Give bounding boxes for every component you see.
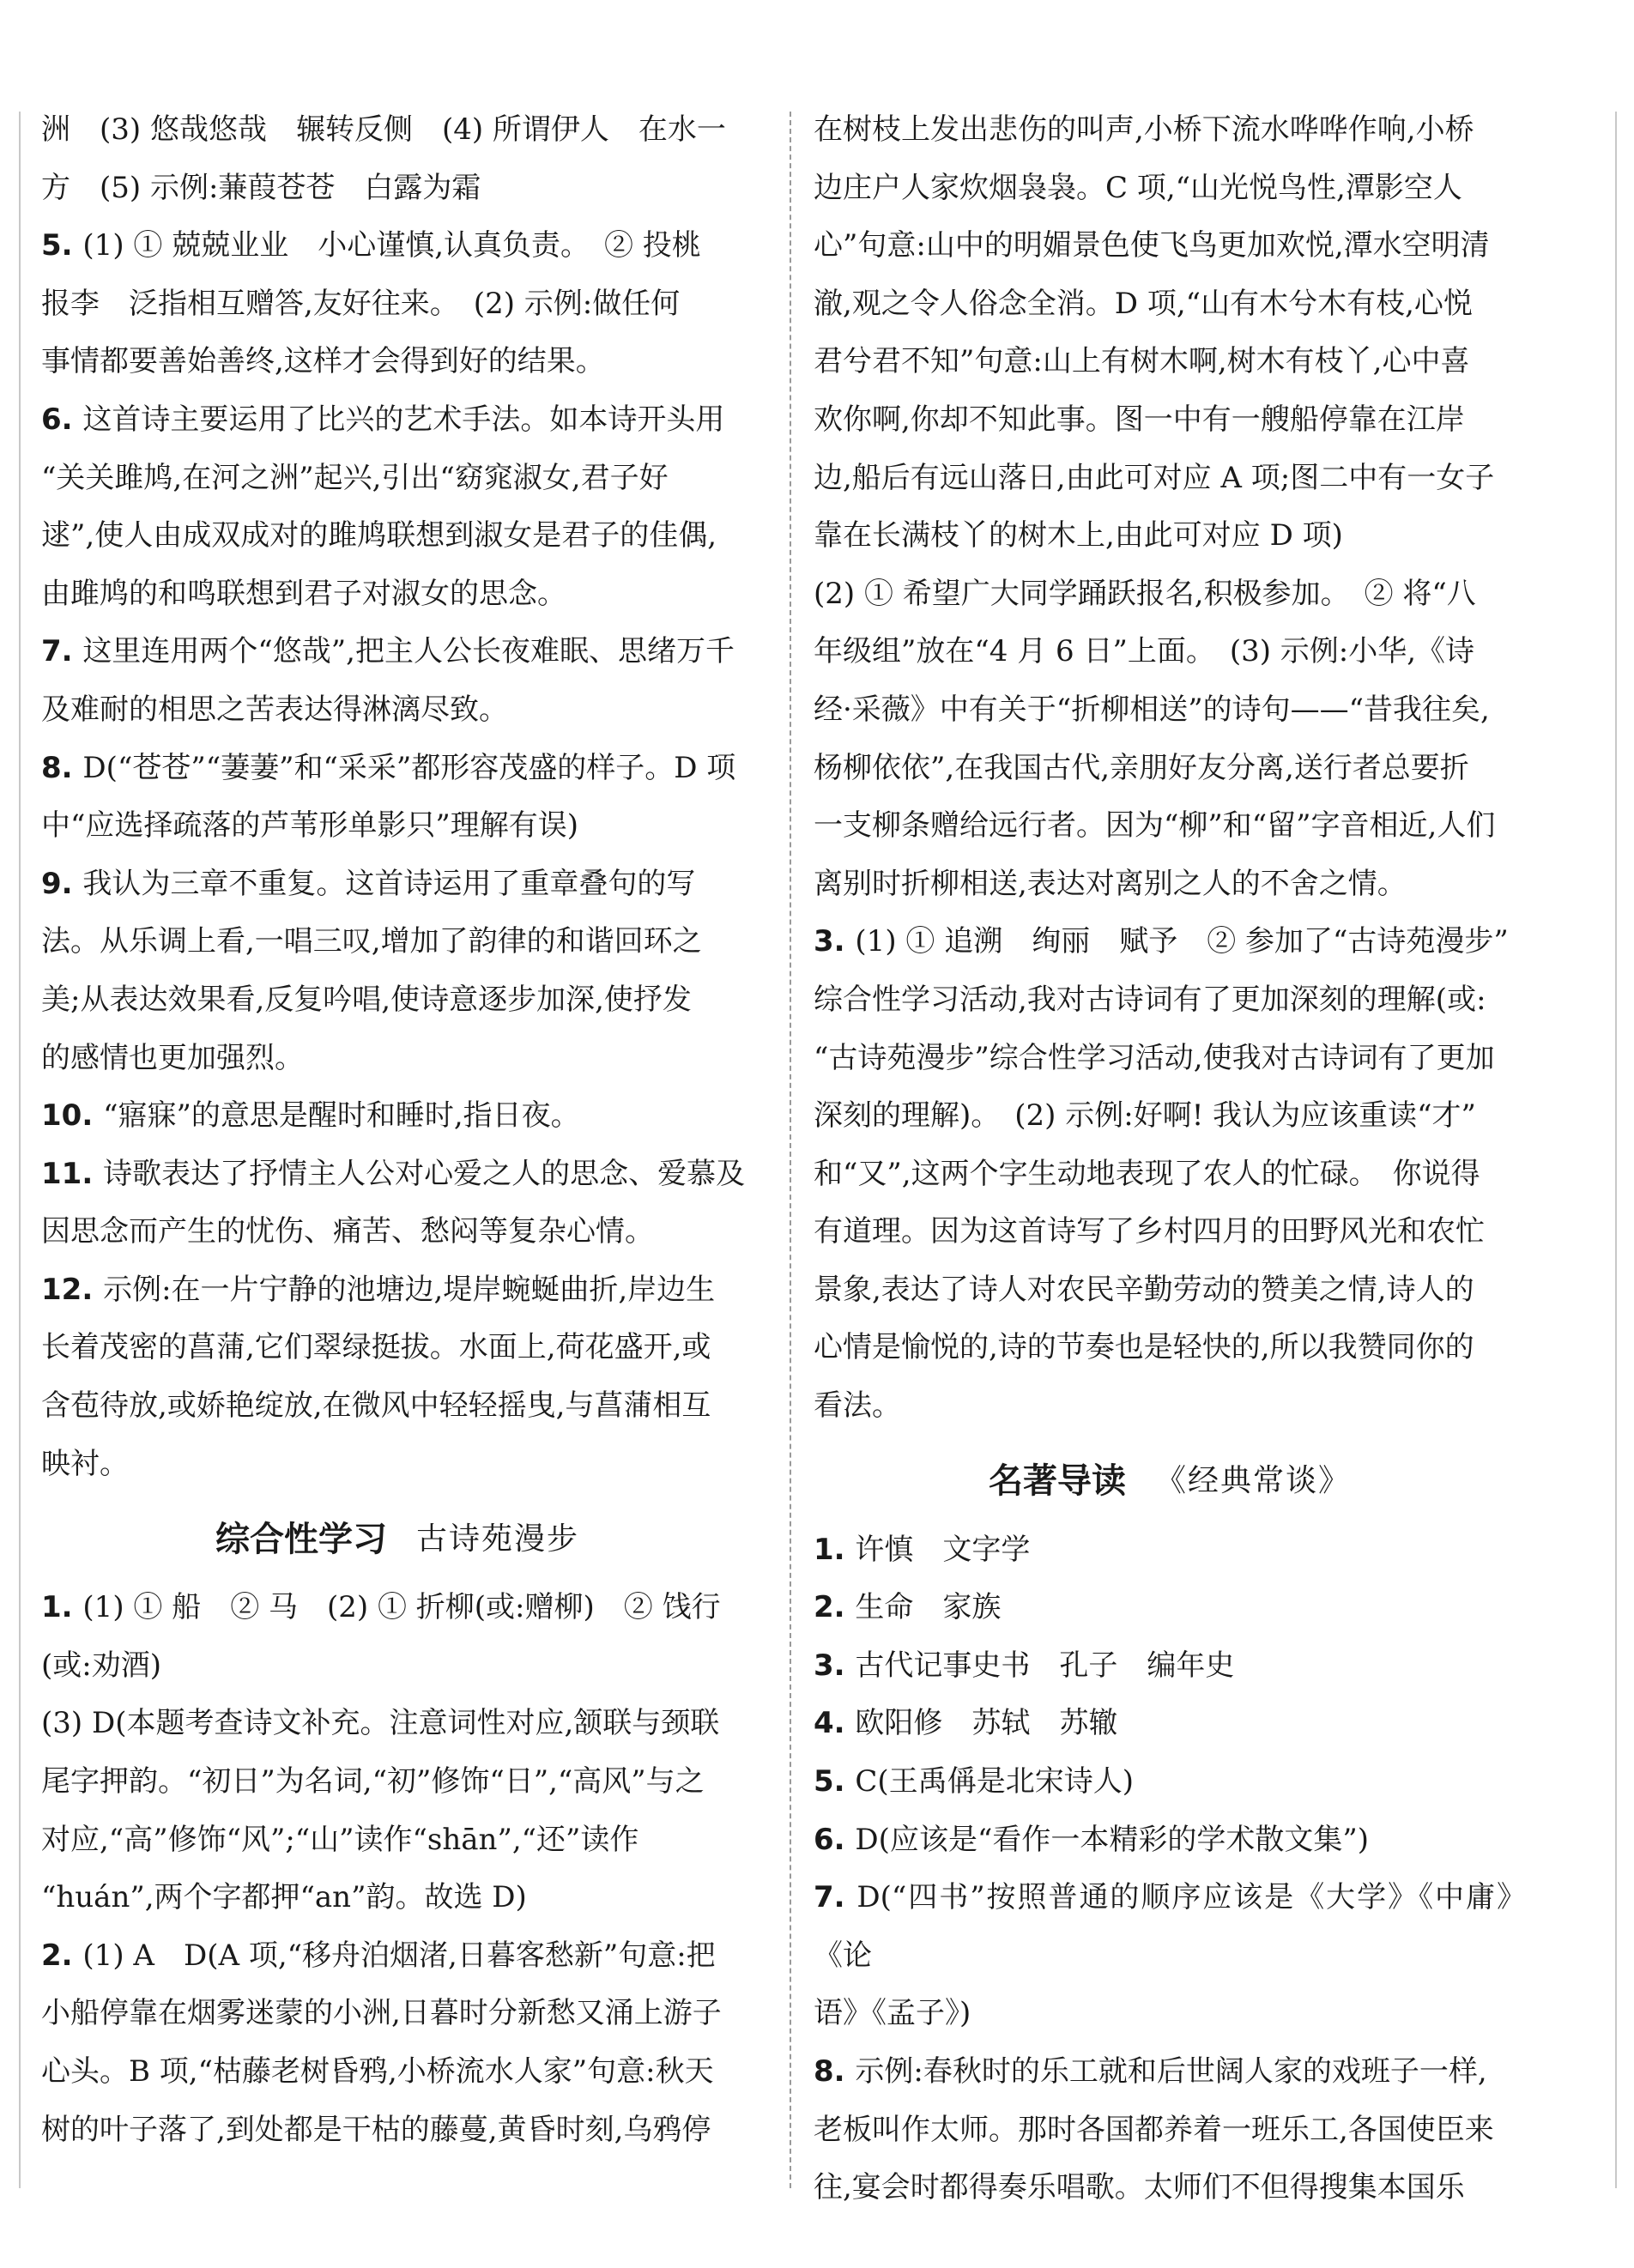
line-text: D(“苍苍”“萋萋”和“采采”都形容茂盛的样子。D 项 (82, 750, 736, 785)
item-number: 6. (41, 402, 83, 437)
text-line (41, 391, 753, 450)
line-text: 事情都要善始善终,这样才会得到好的结果。 (41, 344, 605, 379)
item-number: 7. (41, 634, 83, 669)
text-line (41, 1146, 753, 1204)
line-text: 小船停靠在烟雾迷蒙的小洲,日暮时分新愁又涌上游子 (41, 1996, 722, 2031)
right-continuation-text (814, 101, 1526, 913)
item-number: 6. (814, 1822, 856, 1857)
text-line (41, 101, 753, 160)
item-number: 5. (41, 228, 83, 263)
text-line (814, 2043, 1526, 2102)
text-line (41, 1087, 753, 1146)
text-line (814, 391, 1526, 450)
text-line (814, 1030, 1526, 1088)
column-divider (790, 112, 791, 2188)
line-text: 长着茂密的菖蒲,它们翠绿挺拔。水面上,荷花盛开,或 (41, 1330, 711, 1365)
item-number: 2. (814, 1590, 856, 1625)
section-heading-comprehensive-study (41, 1493, 753, 1579)
line-text: 示例:在一片宁静的池塘边,堤岸蜿蜒曲折,岸边生 (103, 1272, 716, 1307)
line-text: “huán”,两个字都押“an”韵。故选 D) (41, 1880, 527, 1915)
line-text: “关关雎鸠,在河之洲”起兴,引出“窈窕淑女,君子好 (41, 460, 669, 495)
text-line (814, 740, 1526, 798)
line-text: 美;从表达效果看,反复吟唱,使诗意逐步加深,使抒发 (41, 982, 692, 1017)
item-number: 8. (41, 750, 83, 785)
item-number: 3. (814, 1648, 856, 1683)
line-text: 深刻的理解)。 (2) 示例:好啊! 我认为应该重读“才” (814, 1098, 1476, 1134)
text-line (41, 2043, 753, 2102)
text-line (814, 565, 1526, 624)
text-line (814, 797, 1526, 856)
text-line (41, 1753, 753, 1811)
line-text: C(王禹偁是北宋诗人) (855, 1764, 1134, 1799)
text-line (41, 1985, 753, 2043)
left-answer-list (41, 217, 753, 1493)
line-text: 这里连用两个“悠哉”,把主人公长夜难眠、思绪万千 (82, 634, 735, 669)
text-line (814, 1087, 1526, 1146)
text-line (814, 1637, 1526, 1696)
text-line (41, 1377, 753, 1436)
line-text: 心情是愉悦的,诗的节奏也是轻快的,所以我赞同你的 (814, 1330, 1474, 1365)
line-text: 中“应选择疏落的芦苇形单影只”理解有误) (41, 808, 579, 844)
line-text: (3) D(本题考查诗文补充。注意词性对应,颔联与颈联 (41, 1706, 720, 1741)
text-line (814, 275, 1526, 334)
item-number: 7. (814, 1880, 857, 1915)
item-number: 5. (814, 1764, 856, 1799)
line-text: 边庄户人家炊烟袅袅。C 项,“山光悦鸟性,潭影空人 (814, 170, 1462, 205)
item-number: 2. (41, 1938, 83, 1973)
text-line (41, 1261, 753, 1320)
section-subtitle: 古诗苑漫步 (415, 1521, 579, 1557)
line-text: 示例:春秋时的乐工就和后世阔人家的戏班子一样, (855, 2054, 1487, 2089)
item-number: 4. (814, 1706, 856, 1741)
line-text: 综合性学习活动,我对古诗词有了更加深刻的理解(或: (814, 982, 1486, 1017)
text-line (41, 450, 753, 508)
line-text: 一支柳条赠给远行者。因为“柳”和“留”字音相近,人们 (814, 808, 1496, 844)
line-text: 有道理。因为这首诗写了乡村四月的田野风光和农忙 (814, 1214, 1485, 1249)
line-text: (1) ① 兢兢业业 小心谨慎,认真负责。 ② 投桃 (82, 228, 701, 263)
text-line (41, 797, 753, 856)
text-line (814, 1985, 1526, 2043)
line-text: 因思念而产生的忧伤、痛苦、愁闷等复杂心情。 (41, 1214, 654, 1249)
line-text: 对应,“高”修饰“风”;“山”读作“shān”,“还”读作 (41, 1822, 639, 1857)
line-text: 由雎鸠的和鸣联想到君子对淑女的思念。 (41, 576, 566, 611)
text-line (41, 971, 753, 1030)
text-line (814, 160, 1526, 218)
classics-reading-answers (814, 1521, 1526, 2217)
line-text: (或:劝酒) (41, 1648, 161, 1683)
section-title: 名著导读 (988, 1461, 1126, 1502)
text-line (41, 1927, 753, 1986)
line-text: (2) ① 希望广大同学踊跃报名,积极参加。 ② 将“八 (814, 576, 1476, 611)
line-text: 的感情也更加强烈。 (41, 1040, 304, 1075)
right-margin-line (1615, 112, 1617, 2188)
text-line (41, 1811, 753, 1870)
line-text: 我认为三章不重复。这首诗运用了重章叠句的写 (82, 866, 696, 901)
text-line (41, 913, 753, 971)
line-text: 法。从乐调上看,一唱三叹,增加了韵律的和谐回环之 (41, 924, 702, 959)
text-line (814, 913, 1526, 971)
text-line (814, 1319, 1526, 1377)
text-line (41, 740, 753, 798)
line-text: 心”句意:山中的明媚景色使飞鸟更加欢悦,潭水空明清 (814, 228, 1490, 263)
text-line (814, 101, 1526, 160)
line-text: 许慎 文字学 (855, 1532, 1031, 1567)
line-text: D(“四书”按照普通的顺序应该是《大学》《中庸》《论 (814, 1880, 1526, 1973)
item-number: 3. (814, 924, 856, 959)
line-text: D(应该是“看作一本精彩的学术散文集”) (855, 1822, 1369, 1857)
text-line (41, 856, 753, 914)
section-subtitle: 《经典常谈》 (1154, 1463, 1351, 1499)
line-text: 语》《孟子》) (814, 1996, 971, 2031)
left-column (41, 101, 753, 2159)
line-text: 君兮君不知”句意:山上有树木啊,树木有枝丫,心中喜 (814, 344, 1470, 379)
line-text: 洲 (3) 悠哉悠哉 辗转反侧 (4) 所谓伊人 在水一 (41, 112, 726, 147)
text-line (41, 1637, 753, 1696)
comprehensive-study-answers (41, 1579, 753, 2159)
left-continuation-text (41, 101, 753, 217)
text-line (814, 1869, 1526, 1985)
section-title: 综合性学习 (215, 1519, 387, 1559)
text-line (41, 1030, 753, 1088)
text-line (41, 160, 753, 218)
text-line (41, 1695, 753, 1753)
line-text: 边,船后有远山落日,由此可对应 A 项;图二中有一女子 (814, 460, 1495, 495)
line-text: 经·采薇》中有关于“折柳相送”的诗句——“昔我往矣, (814, 692, 1490, 727)
text-line (814, 1521, 1526, 1580)
line-text: 年级组”放在“4 月 6 日”上面。 (3) 示例:小华,《诗 (814, 634, 1475, 669)
line-text: 报李 泛指相互赠答,友好往来。 (2) 示例:做任何 (41, 286, 681, 321)
line-text: “古诗苑漫步”综合性学习活动,使我对古诗词有了更加 (814, 1040, 1495, 1075)
text-line (814, 507, 1526, 565)
text-line (814, 1753, 1526, 1811)
line-text: 在树枝上发出悲伤的叫声,小桥下流水哗哗作响,小桥 (814, 112, 1474, 147)
line-text: (1) ① 追溯 绚丽 赋予 ② 参加了“古诗苑漫步” (855, 924, 1509, 959)
line-text: 心头。B 项,“枯藤老树昏鸦,小桥流水人家”句意:秋天 (41, 2054, 714, 2089)
line-text: 景象,表达了诗人对农民辛勤劳动的赞美之情,诗人的 (814, 1272, 1474, 1307)
text-line (814, 2102, 1526, 2160)
text-line (41, 1436, 753, 1494)
line-text: 这首诗主要运用了比兴的艺术手法。如本诗开头用 (82, 402, 725, 437)
line-text: “寤寐”的意思是醒时和睡时,指日夜。 (103, 1098, 580, 1134)
line-text: 老板叫作太师。那时各国都养着一班乐工,各国使臣来 (814, 2112, 1494, 2147)
line-text: 逑”,使人由成双成对的雎鸠联想到淑女是君子的佳偶, (41, 518, 717, 553)
text-line (41, 333, 753, 391)
text-line (41, 1203, 753, 1261)
line-text: 诗歌表达了抒情主人公对心爱之人的思念、爱慕及 (103, 1156, 746, 1191)
line-text: 含苞待放,或娇艳绽放,在微风中轻轻摇曳,与菖蒲相互 (41, 1388, 711, 1424)
text-line (814, 681, 1526, 740)
text-line (814, 1377, 1526, 1436)
item-number: 10. (41, 1098, 104, 1134)
text-line (41, 623, 753, 681)
line-text: 靠在长满枝丫的树木上,由此可对应 D 项) (814, 518, 1343, 553)
line-text: 方 (5) 示例:蒹葭苍苍 白露为霜 (41, 170, 481, 205)
line-text: 生命 家族 (855, 1590, 1002, 1625)
text-line (814, 1203, 1526, 1261)
text-line (814, 1695, 1526, 1753)
text-line (41, 507, 753, 565)
line-text: 澈,观之令人俗念全消。D 项,“山有木兮木有枝,心悦 (814, 286, 1473, 321)
section-heading-classics-reading (814, 1436, 1526, 1521)
text-line (814, 1146, 1526, 1204)
line-text: 尾字押韵。“初日”为名词,“初”修饰“日”,“高风”与之 (41, 1764, 705, 1799)
item-number: 9. (41, 866, 83, 901)
item-number: 8. (814, 2054, 856, 2089)
text-line (814, 217, 1526, 275)
line-text: 离别时折柳相送,表达对离别之人的不舍之情。 (814, 866, 1407, 901)
text-line (814, 1579, 1526, 1637)
item-number: 12. (41, 1272, 104, 1307)
line-text: 映衬。 (41, 1446, 129, 1481)
text-line (41, 681, 753, 740)
text-line (41, 2102, 753, 2160)
text-line (814, 450, 1526, 508)
line-text: (1) ① 船 ② 马 (2) ① 折柳(或:赠柳) ② 饯行 (82, 1590, 721, 1625)
text-line (41, 1869, 753, 1927)
line-text: 古代记事史书 孔子 编年史 (855, 1648, 1235, 1683)
right-answer-3 (814, 913, 1526, 1435)
line-text: 树的叶子落了,到处都是干枯的藤蔓,黄昏时刻,乌鸦停 (41, 2112, 711, 2147)
text-line (814, 1261, 1526, 1320)
line-text: 和“又”,这两个字生动地表现了农人的忙碌。 你说得 (814, 1156, 1480, 1191)
text-line (41, 1319, 753, 1377)
text-line (814, 971, 1526, 1030)
line-text: 杨柳依依”,在我国古代,亲朋好友分离,送行者总要折 (814, 750, 1469, 785)
text-line (41, 275, 753, 334)
line-text: 往,宴会时都得奏乐唱歌。太师们不但得搜集本国乐 (814, 2170, 1465, 2205)
text-line (814, 856, 1526, 914)
item-number: 1. (41, 1590, 83, 1625)
text-line (41, 217, 753, 275)
line-text: 及难耐的相思之苦表达得淋漓尽致。 (41, 692, 508, 727)
text-line (814, 333, 1526, 391)
right-column (814, 101, 1526, 2217)
text-line (41, 1579, 753, 1637)
item-number: 11. (41, 1156, 104, 1191)
line-text: 欧阳修 苏轼 苏辙 (855, 1706, 1118, 1741)
text-line (41, 565, 753, 624)
line-text: 看法。 (814, 1388, 901, 1424)
text-line (814, 1811, 1526, 1870)
line-text: 欢你啊,你却不知此事。图一中有一艘船停靠在江岸 (814, 402, 1465, 437)
text-line (814, 623, 1526, 681)
line-text: (1) A D(A 项,“移舟泊烟渚,日暮客愁新”句意:把 (82, 1938, 716, 1973)
text-line (814, 2159, 1526, 2217)
left-margin-line (19, 112, 21, 2188)
item-number: 1. (814, 1532, 856, 1567)
